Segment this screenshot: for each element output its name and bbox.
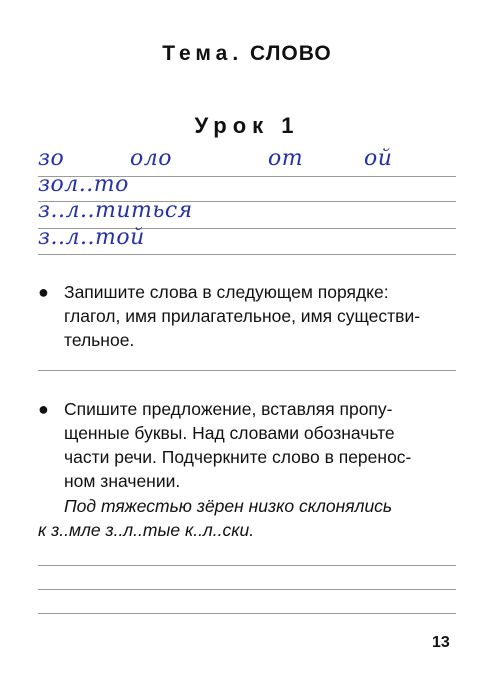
answer-line xyxy=(38,589,456,590)
handwritten-word: з..л..той xyxy=(38,225,145,250)
task-text-line: Запишите слова в следующем порядке: xyxy=(64,282,389,302)
theme-title: СЛОВО xyxy=(250,42,332,65)
task-2 xyxy=(38,397,458,493)
handwritten-word: от xyxy=(268,146,304,171)
handwritten-word: ой xyxy=(364,146,393,171)
handwritten-word: зол..то xyxy=(38,172,129,197)
answer-line xyxy=(38,370,456,371)
exercise-sentence-line: Под тяжестью зёрен низко склонялись xyxy=(64,496,393,516)
writing-line xyxy=(38,254,456,255)
page-number: 13 xyxy=(432,634,450,651)
task-1 xyxy=(38,280,458,352)
lesson-title: Урок 1 xyxy=(194,113,300,138)
task-text-line: тельное. xyxy=(64,330,135,350)
exercise-sentence-line: к з..мле з..л..тые к..л..ски. xyxy=(38,520,255,540)
task-text-line: щенные буквы. Над словами обозначьте xyxy=(64,423,395,443)
theme-label: Тема. xyxy=(162,42,244,65)
bullet-icon: ● xyxy=(38,399,49,419)
task-text-line: Спишите предложение, вставляя пропу- xyxy=(64,399,393,419)
task-text-line: части речи. Подчеркните слово в перенос- xyxy=(64,447,412,467)
task-text-line: глагол, имя прилагательное, имя существи- xyxy=(64,306,421,326)
answer-line xyxy=(38,613,456,614)
handwritten-word: з..л..титься xyxy=(38,198,193,223)
bullet-icon: ● xyxy=(38,282,49,302)
theme-heading xyxy=(0,42,494,66)
task-text-line: ном значении. xyxy=(64,471,181,491)
handwritten-word: зо xyxy=(38,146,65,171)
answer-line xyxy=(38,565,456,566)
handwritten-word: оло xyxy=(130,146,172,171)
